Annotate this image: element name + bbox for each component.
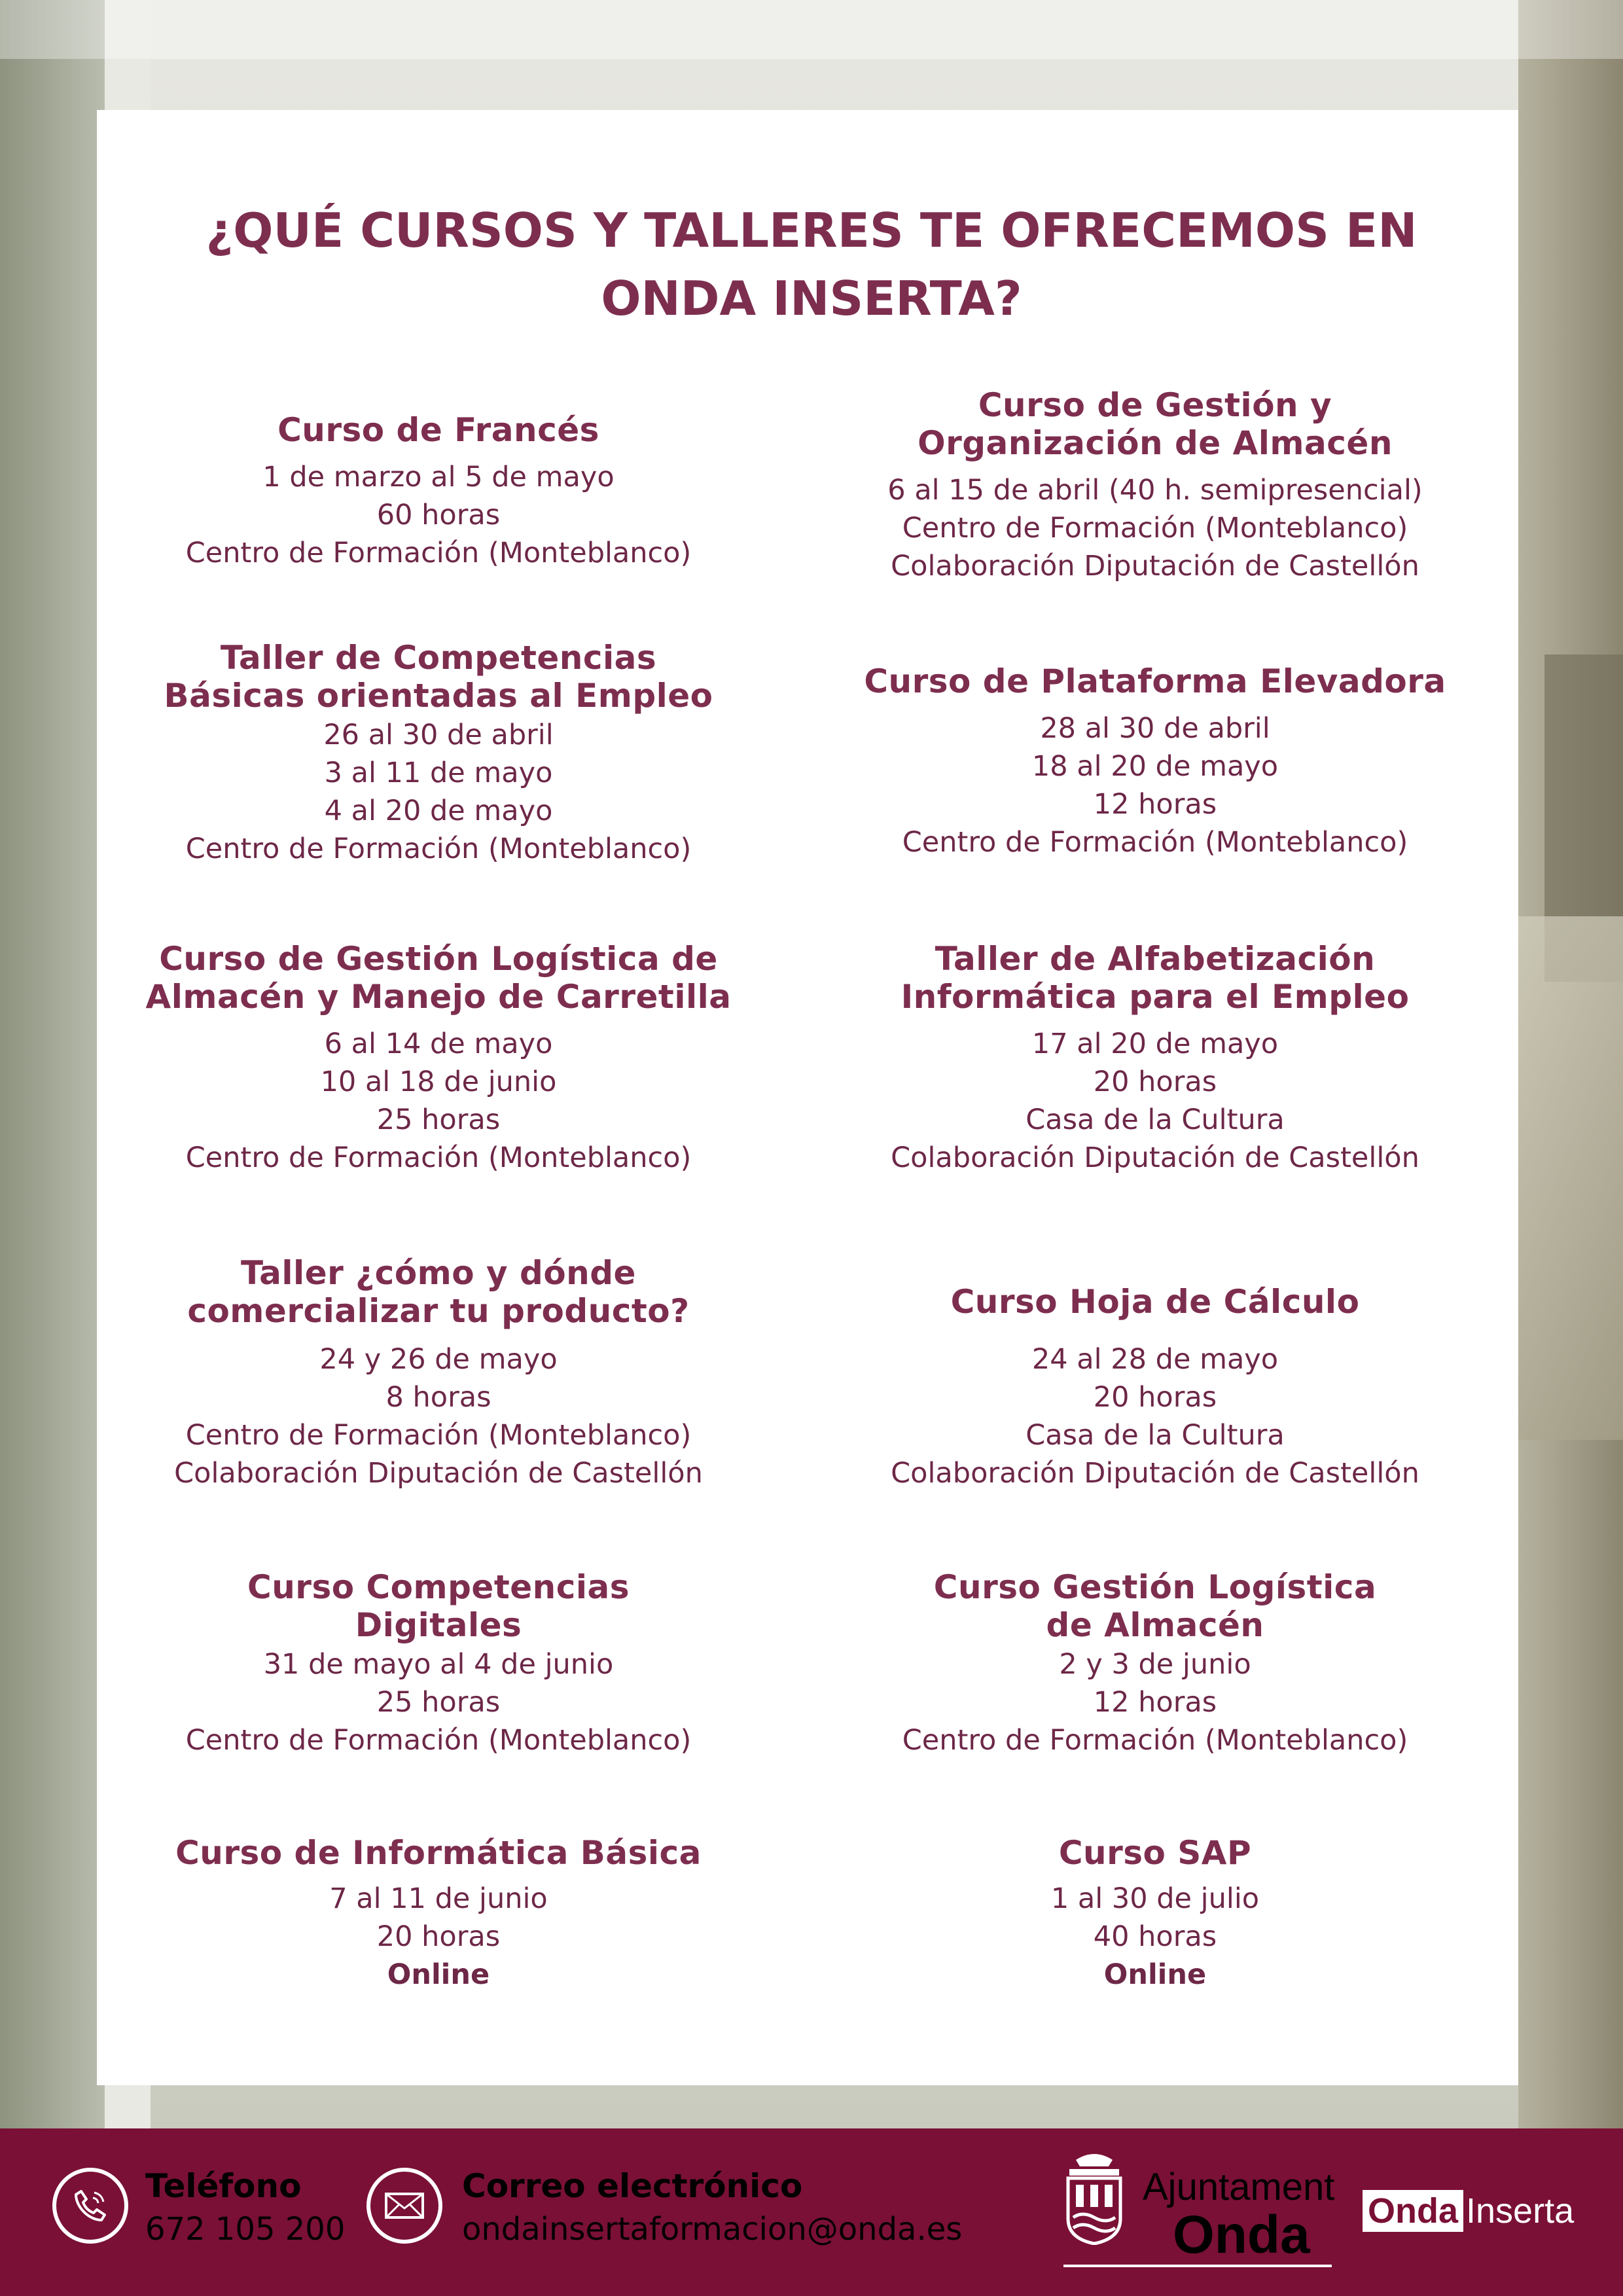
- course-detail: 8 horas: [385, 1381, 491, 1414]
- course-block: [818, 386, 1492, 585]
- course-detail: Colaboración Diputación de Castellón: [174, 1457, 703, 1490]
- course-block: [111, 639, 766, 868]
- ajuntament-text: Ajuntament: [1143, 2166, 1335, 2208]
- course-detail: Centro de Formación (Monteblanco): [902, 826, 1408, 859]
- course-block: [818, 662, 1492, 861]
- course-detail: 24 al 28 de mayo: [1031, 1343, 1279, 1376]
- course-detail: 20 horas: [1093, 1066, 1217, 1098]
- course-detail: 12 horas: [1093, 1686, 1217, 1719]
- page-title-line-2: ONDA INSERTA?: [601, 271, 1022, 326]
- course-detail: 1 al 30 de julio: [1050, 1882, 1260, 1915]
- course-detail: 18 al 20 de mayo: [1031, 750, 1279, 783]
- course-block: [818, 1834, 1492, 1994]
- course-detail: 25 horas: [376, 1103, 501, 1136]
- course-detail: 28 al 30 de abril: [1040, 712, 1270, 745]
- course-detail: Centro de Formación (Monteblanco): [185, 833, 692, 865]
- page-title-line-1: ¿QUÉ CURSOS Y TALLERES TE OFRECEMOS EN: [205, 203, 1418, 258]
- course-detail: Centro de Formación (Monteblanco): [902, 1724, 1408, 1757]
- course-detail: 6 al 14 de mayo: [324, 1028, 553, 1060]
- course-title: Taller de Competencias Básicas orientadas al Empleo: [164, 639, 713, 715]
- course-title: Taller de Alfabetización Informática para el Empleo: [901, 940, 1410, 1016]
- course-block: [111, 411, 766, 572]
- course-detail: Online: [387, 1958, 490, 1991]
- email-label: Correo electrónico: [462, 2167, 803, 2205]
- course-title: Curso Hoja de Cálculo: [950, 1283, 1360, 1321]
- course-detail: Colaboración Diputación de Castellón: [891, 550, 1419, 583]
- course-detail: Online: [1103, 1958, 1207, 1991]
- email-address[interactable]: ondainsertaformacion@onda.es: [462, 2211, 963, 2248]
- logo-underline: [1063, 2265, 1332, 2267]
- course-detail: 7 al 11 de junio: [329, 1882, 548, 1915]
- phone-number[interactable]: 672 105 200: [145, 2211, 346, 2248]
- course-detail: 20 horas: [1093, 1381, 1217, 1414]
- course-detail: Casa de la Cultura: [1026, 1419, 1285, 1452]
- phone-label: Teléfono: [145, 2167, 302, 2205]
- course-title: Curso de Francés: [277, 411, 599, 449]
- course-block: [818, 1568, 1492, 1759]
- course-block: [818, 1283, 1492, 1492]
- brand-onda: Onda: [1363, 2190, 1463, 2232]
- course-detail: 25 horas: [376, 1686, 501, 1719]
- page-title: [0, 196, 1623, 332]
- course-block: [111, 940, 766, 1177]
- course-block: [111, 1254, 766, 1492]
- course-detail: 26 al 30 de abril: [323, 719, 554, 751]
- course-detail: Centro de Formación (Monteblanco): [902, 512, 1408, 545]
- course-detail: Colaboración Diputación de Castellón: [891, 1457, 1419, 1490]
- course-title: Curso SAP: [1058, 1834, 1252, 1872]
- course-detail: 60 horas: [376, 499, 501, 531]
- coat-of-arms-icon: [1063, 2147, 1126, 2245]
- course-title: Curso de Informática Básica: [175, 1834, 702, 1872]
- course-detail: Casa de la Cultura: [1026, 1103, 1285, 1136]
- course-detail: 20 horas: [376, 1920, 501, 1953]
- course-detail: Centro de Formación (Monteblanco): [185, 1724, 692, 1757]
- course-detail: 10 al 18 de junio: [320, 1066, 557, 1098]
- course-detail: 6 al 15 de abril (40 h. semipresencial): [887, 474, 1423, 507]
- course-block: [818, 940, 1492, 1177]
- course-detail: Centro de Formación (Monteblanco): [185, 1419, 692, 1452]
- course-title: Curso de Gestión Logística de Almacén y Manejo de Carretilla: [145, 940, 732, 1016]
- course-title: Curso de Gestión y Organización de Almacén: [918, 386, 1393, 462]
- course-block: [111, 1834, 766, 1994]
- course-detail: 2 y 3 de junio: [1059, 1648, 1251, 1681]
- course-detail: 31 de mayo al 4 de junio: [263, 1648, 614, 1681]
- course-block: [111, 1568, 766, 1759]
- course-detail: 1 de marzo al 5 de mayo: [262, 461, 615, 493]
- course-detail: 3 al 11 de mayo: [324, 757, 553, 789]
- onda-text: Onda: [1173, 2205, 1310, 2265]
- course-detail: 4 al 20 de mayo: [324, 795, 553, 827]
- course-title: Curso de Plataforma Elevadora: [864, 662, 1446, 700]
- phone-icon: [52, 2168, 128, 2244]
- course-detail: 12 horas: [1093, 788, 1217, 821]
- course-title: Curso Competencias Digitales: [247, 1568, 630, 1644]
- onda-inserta-logo: [1363, 2190, 1574, 2232]
- course-title: Taller ¿cómo y dónde comercializar tu producto?: [187, 1254, 690, 1330]
- course-detail: Centro de Formación (Monteblanco): [185, 1141, 692, 1174]
- course-title: Curso Gestión Logística de Almacén: [933, 1568, 1377, 1644]
- course-detail: 24 y 26 de mayo: [319, 1343, 558, 1376]
- course-detail: Centro de Formación (Monteblanco): [185, 537, 692, 569]
- course-detail: 40 horas: [1093, 1920, 1217, 1953]
- course-detail: 17 al 20 de mayo: [1031, 1028, 1279, 1060]
- course-detail: Colaboración Diputación de Castellón: [891, 1141, 1419, 1174]
- brand-inserta: Inserta: [1466, 2191, 1575, 2231]
- email-icon: [366, 2168, 442, 2244]
